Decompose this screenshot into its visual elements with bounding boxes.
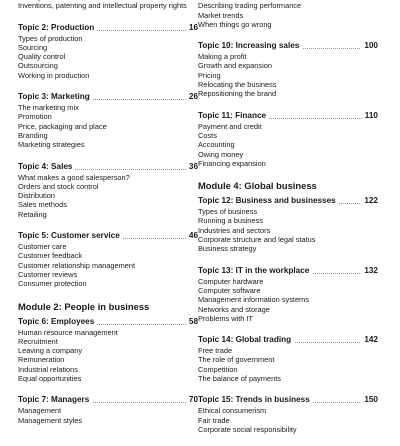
topic-items xyxy=(18,103,198,149)
list-item: The balance of payments xyxy=(198,374,281,384)
toc-right-column xyxy=(198,0,378,446)
list-item: Human resource management xyxy=(18,327,118,337)
list-item: Management information systems xyxy=(198,295,309,305)
list-item: Marketing strategies xyxy=(18,140,85,150)
topic-11-section xyxy=(198,111,378,168)
list-item: Making a profit xyxy=(198,52,247,62)
list-item: Promotion xyxy=(18,112,52,122)
topic-2-section xyxy=(18,23,198,80)
list-item: Recruitment xyxy=(18,336,58,346)
list-item: Sales methods xyxy=(18,200,67,210)
list-item: Free trade xyxy=(198,346,233,356)
topic-title: Topic 5: Customer service xyxy=(18,231,123,241)
topic-heading xyxy=(18,231,198,241)
topic-10-section xyxy=(198,41,378,98)
list-item: Equal opportunities xyxy=(18,374,82,384)
list-item: Outsourcing xyxy=(18,61,58,71)
carry-over-list xyxy=(198,0,378,29)
list-item: Describing trading performance xyxy=(198,1,302,11)
topic-title: Topic 7: Managers xyxy=(18,395,92,405)
list-item: Market trends xyxy=(198,10,244,20)
list-item: Repositioning the brand xyxy=(198,89,277,99)
list-item: Customer care xyxy=(18,242,67,252)
topic-items xyxy=(18,173,198,219)
page-number: 142 xyxy=(361,335,378,345)
topic-heading xyxy=(18,317,198,327)
page-number: 70 xyxy=(186,395,198,405)
list-item: Inventions, patenting and intellectual property rights xyxy=(18,1,187,11)
list-item: Industries and sectors xyxy=(198,225,271,235)
topic-title: Topic 2: Production xyxy=(18,23,97,33)
list-item: When things go wrong xyxy=(198,19,272,29)
topic-heading xyxy=(198,41,378,51)
list-item: Owing money xyxy=(198,149,244,159)
topic-heading xyxy=(198,335,378,345)
topic-title: Topic 12: Business and businesses xyxy=(198,196,339,206)
list-item: Branding xyxy=(18,130,48,140)
topic-items xyxy=(18,34,198,80)
list-item: Problems with IT xyxy=(198,313,254,323)
list-item: Quality control xyxy=(18,52,66,62)
list-item: Customer relationship management xyxy=(18,260,136,270)
topic-5-section xyxy=(18,231,198,288)
page-number: 46 xyxy=(186,231,198,241)
list-item: Running a business xyxy=(198,216,263,226)
topic-13-section xyxy=(198,266,378,323)
list-item: Growth and expansion xyxy=(198,61,272,71)
page-number: 122 xyxy=(361,196,378,206)
topic-items xyxy=(198,346,378,383)
topic-items xyxy=(18,328,198,384)
list-item: Retailing xyxy=(18,209,47,219)
list-item: Types of production xyxy=(18,33,83,43)
list-item: Costs xyxy=(198,130,217,140)
topic-title: Topic 10: Increasing sales xyxy=(198,41,302,51)
list-item: Consumer protection xyxy=(18,279,87,289)
page-number: 150 xyxy=(361,395,378,405)
list-item: Corporate structure and legal status xyxy=(198,235,316,245)
page-number: 100 xyxy=(361,41,378,51)
list-item: Ethical consumerism xyxy=(198,406,267,416)
page-number: 16 xyxy=(186,23,198,33)
list-item: Business strategy xyxy=(198,244,257,254)
topic-4-section xyxy=(18,162,198,219)
topic-title: Topic 13: IT in the workplace xyxy=(198,266,312,276)
topic-heading xyxy=(198,266,378,276)
module-heading: Module 2: People in business xyxy=(18,300,150,312)
module-heading: Module 4: Global business xyxy=(198,180,317,192)
page-number: 58 xyxy=(186,317,198,327)
list-item: What makes a good salesperson? xyxy=(18,172,130,182)
topic-heading xyxy=(18,23,198,33)
list-item: Accounting xyxy=(198,140,235,150)
list-item: Leaving a company xyxy=(18,346,83,356)
topic-items xyxy=(198,406,378,434)
list-item: Networks and storage xyxy=(198,304,270,314)
topic-items xyxy=(198,277,378,323)
list-item: The marketing mix xyxy=(18,103,79,113)
list-item: Financing expansion xyxy=(198,158,266,168)
list-item: Sourcing xyxy=(18,42,48,52)
topic-14-section xyxy=(198,335,378,383)
topic-heading xyxy=(18,162,198,172)
list-item: Distribution xyxy=(18,191,55,201)
list-item: Remuneration xyxy=(18,355,65,365)
topic-heading xyxy=(198,111,378,121)
list-item: Working in production xyxy=(18,70,90,80)
topic-heading xyxy=(18,395,198,405)
topic-items xyxy=(18,406,198,425)
page-number: 36 xyxy=(186,162,198,172)
list-item: Computer software xyxy=(198,285,261,295)
topic-title: Topic 6: Employees xyxy=(18,317,97,327)
list-item: Price, packaging and place xyxy=(18,121,107,131)
topic-6-section xyxy=(18,317,198,384)
list-item: Management styles xyxy=(18,415,83,425)
topic-3-section xyxy=(18,92,198,149)
topic-items xyxy=(18,242,198,288)
list-item: Computer hardware xyxy=(198,276,264,286)
list-item: Customer feedback xyxy=(18,251,83,261)
topic-title: Topic 14: Global trading xyxy=(198,335,294,345)
topic-title: Topic 15: Trends in business xyxy=(198,395,313,405)
carry-over-list xyxy=(18,0,198,11)
topic-title: Topic 11: Finance xyxy=(198,111,269,121)
list-item: Industrial relations xyxy=(18,364,78,374)
list-item: Pricing xyxy=(198,70,221,80)
topic-items xyxy=(198,207,378,253)
list-item: Relocating the business xyxy=(198,80,277,90)
topic-title: Topic 3: Marketing xyxy=(18,92,93,102)
topic-title: Topic 4: Sales xyxy=(18,162,75,172)
list-item: The role of government xyxy=(198,355,275,365)
list-item: Management xyxy=(18,406,62,416)
topic-heading xyxy=(198,196,378,206)
list-item: Types of business xyxy=(198,207,258,217)
topic-heading xyxy=(198,395,378,405)
list-item: Competition xyxy=(198,364,238,374)
toc-left-column xyxy=(18,0,198,437)
page-number: 26 xyxy=(186,92,198,102)
topic-items xyxy=(198,122,378,168)
page-number: 110 xyxy=(362,111,378,121)
list-item: Orders and stock control xyxy=(18,181,99,191)
list-item: Corporate social responsibility xyxy=(198,424,297,434)
list-item: Payment and credit xyxy=(198,121,262,131)
topic-heading xyxy=(18,92,198,102)
topic-12-section xyxy=(198,196,378,253)
list-item: Customer reviews xyxy=(18,269,78,279)
list-item: Fair trade xyxy=(198,415,230,425)
topic-items xyxy=(198,52,378,98)
page-number: 132 xyxy=(361,266,378,276)
topic-15-section xyxy=(198,395,378,434)
